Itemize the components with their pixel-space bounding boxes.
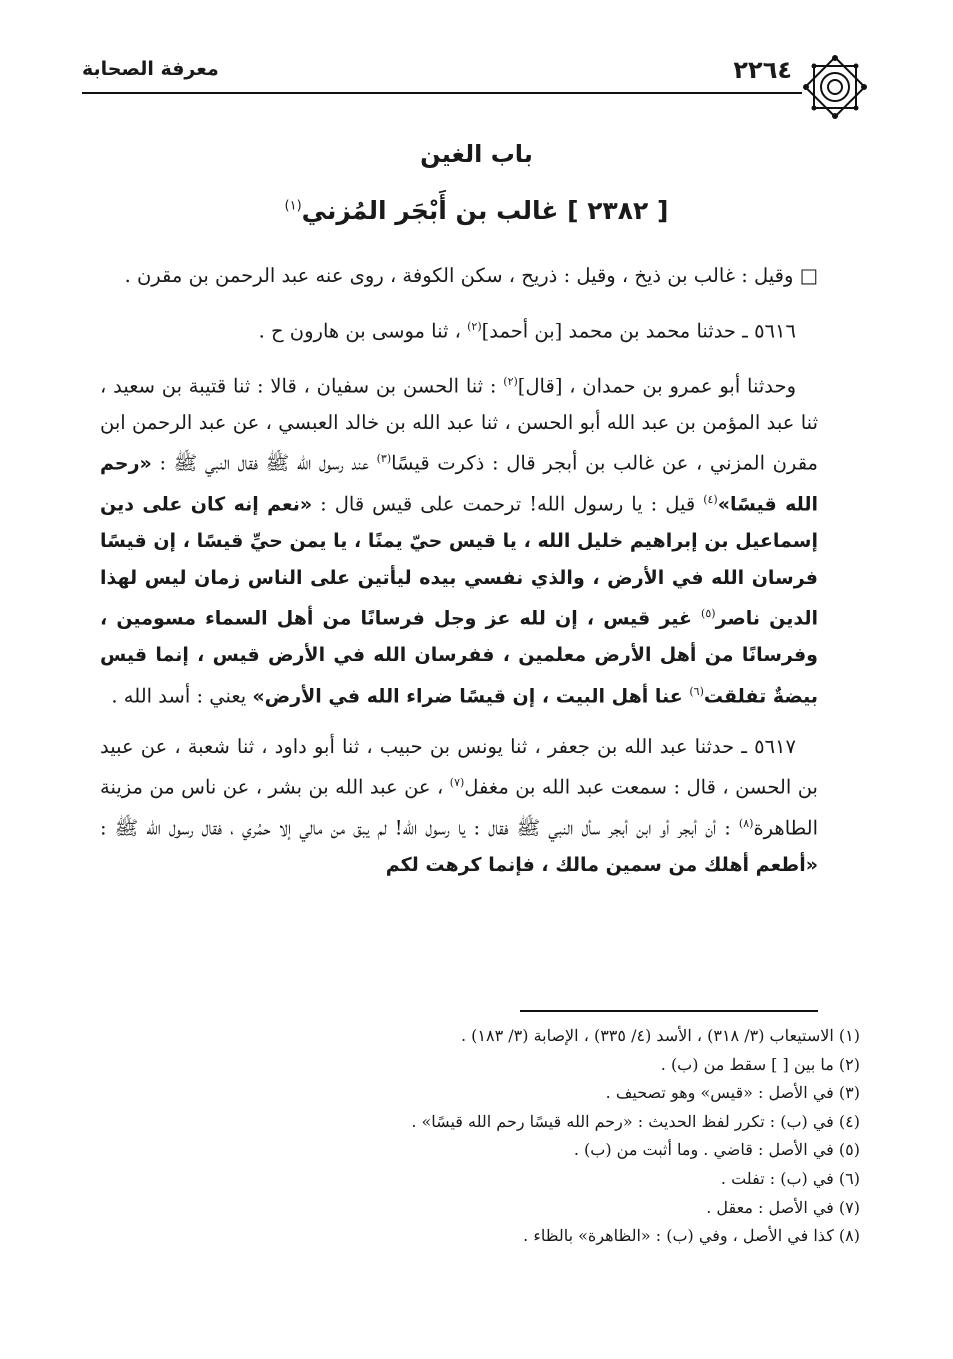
main-text	[100, 258, 818, 884]
page-number: ٢٢٦٤	[733, 56, 792, 84]
hadith-quote: عنا أهل البيت ، إن قيسًا ضراء الله في الأرض»	[252, 685, 690, 707]
hadith-quote: «أطعم أهلك من سمين مالك ، فإنما كرهت لكم	[385, 854, 818, 876]
hadith-quote: غير قيس ، إن لله عز وجل فرسانًا من أهل السماء مسومين ، وفرسانًا من أهل الأرض معلمين ، ففرسان الله في الأرض قيس ، إنما قيس بيضةٌ تفلقت	[100, 607, 818, 707]
footnote-2: (٢) ما بين [ ] سقط من (ب) .	[660, 1054, 860, 1074]
hadith-quote: «نعم إنه كان على دين إسماعيل بن إبراهيم خليل الله ، يا قيس حيّ يمنًا ، يا يمن حيِّ قيسًا ، إن قيسًا فرسان الله في الأرض ، والذي نفسي بيده ليأتين على الناس زمان ليس لهذا الدين ناصر	[100, 493, 818, 630]
text-run: : ثنا الحسن بن سفيان ، قالا : ثنا قتيبة بن سعيد ، ثنا عبد المؤمن بن عبد الله أبو الحسن ، ثنا عبد الله بن خالد العبسي ، عن عبد الرحمن ابن مقرن المزني ، عن غالب بن أبجر قال : ذكرت قيسًا	[100, 374, 819, 475]
text-run: ، عن عبد الله بن بشر ، عن ناس من مزينة الطاهرة	[100, 775, 818, 840]
footnote-4: (٤) في (ب) : تكرر لفظ الحديث : «رحم الله قيسًا رحم الله قيسًا» .	[411, 1111, 860, 1131]
footnote-ref: (٤)	[703, 493, 718, 506]
paragraph-chain	[100, 364, 818, 715]
paragraph-hadith-5617	[100, 729, 818, 884]
footnote-ref: (٣)	[376, 452, 392, 465]
footnote-3: (٣) في الأصل : «قيس» وهو تصحيف .	[605, 1083, 860, 1103]
chapter-title: باب الغين	[420, 140, 533, 168]
footnote-ref: (٨)	[738, 817, 754, 830]
footnote-ref: (٥)	[701, 607, 716, 620]
running-header-title: معرفة الصحابة	[82, 58, 219, 80]
footnote-divider	[520, 1010, 818, 1012]
footnote-7: (٧) في الأصل : معقل .	[706, 1197, 860, 1217]
footnote-1: (١) الاستيعاب (٣/ ٣١٨) ، الأسد (٤/ ٣٣٥) ، الإصابة (٣/ ١٨٣) .	[460, 1026, 860, 1045]
footnote-ref: (١)	[284, 198, 302, 214]
footnote-ref: (٢)	[467, 319, 482, 333]
entry-title-text: [ ٢٣٨٢ ] غالب بن أَبْجَر المُزني	[301, 196, 669, 225]
header-divider	[82, 92, 802, 94]
hadith-quote: «رحم الله قيسًا»	[100, 452, 818, 516]
footnotes	[100, 1022, 860, 1251]
footnote-ref: (٦)	[689, 684, 704, 698]
footnote-ref: (٢)	[503, 374, 518, 388]
footnote-5: (٥) في الأصل : قاضي . وما أثبت من (ب) .	[573, 1140, 860, 1160]
entry-heading	[0, 196, 953, 225]
text-run: يعني : أسد الله .	[111, 684, 253, 707]
footnote-ref: (٧)	[449, 776, 465, 789]
text-run: وحدثنا أبو عمرو بن حمدان ، [قال]	[517, 374, 796, 397]
text-run: ٥٦١٦ ـ حدثنا محمد بن محمد [بن أحمد]	[481, 319, 796, 342]
text-run: ، ثنا موسى بن هارون ح .	[258, 319, 468, 342]
paragraph-hadith-5616	[100, 309, 818, 350]
footnote-6: (٦) في (ب) : تفلت .	[720, 1168, 860, 1188]
text-run: ٥٦١٧ ـ حدثنا عبد الله بن جعفر ، ثنا يونس بن حبيب ، ثنا أبو داود ، ثنا شعبة ، عن عبيد بن الحسن ، قال : سمعت عبد الله بن مغفل	[100, 734, 818, 799]
footnote-8: (٨) كذا في الأصل ، وفي (ب) : «الظاهرة» بالظاء .	[523, 1226, 860, 1246]
paragraph-intro: □ وقيل : غالب بن ذيخ ، وقيل : ذريح ، سكن الكوفة ، روى عنه عبد الرحمن بن مقرن .	[124, 264, 818, 287]
text-run: عند رسول الله ﷺ فقال النبي ﷺ :	[151, 451, 377, 475]
text-run: : أن أبجر أو ابن أبجر سأل النبي ﷺ فقال : يا رسول الله! لم يبق من مالي إلا حمُري ، فقال رسول الله ﷺ :	[100, 816, 739, 840]
star-ornament-icon	[800, 52, 870, 122]
text-run: قيل : يا رسول الله! ترحمت على قيس قال :	[312, 492, 704, 516]
